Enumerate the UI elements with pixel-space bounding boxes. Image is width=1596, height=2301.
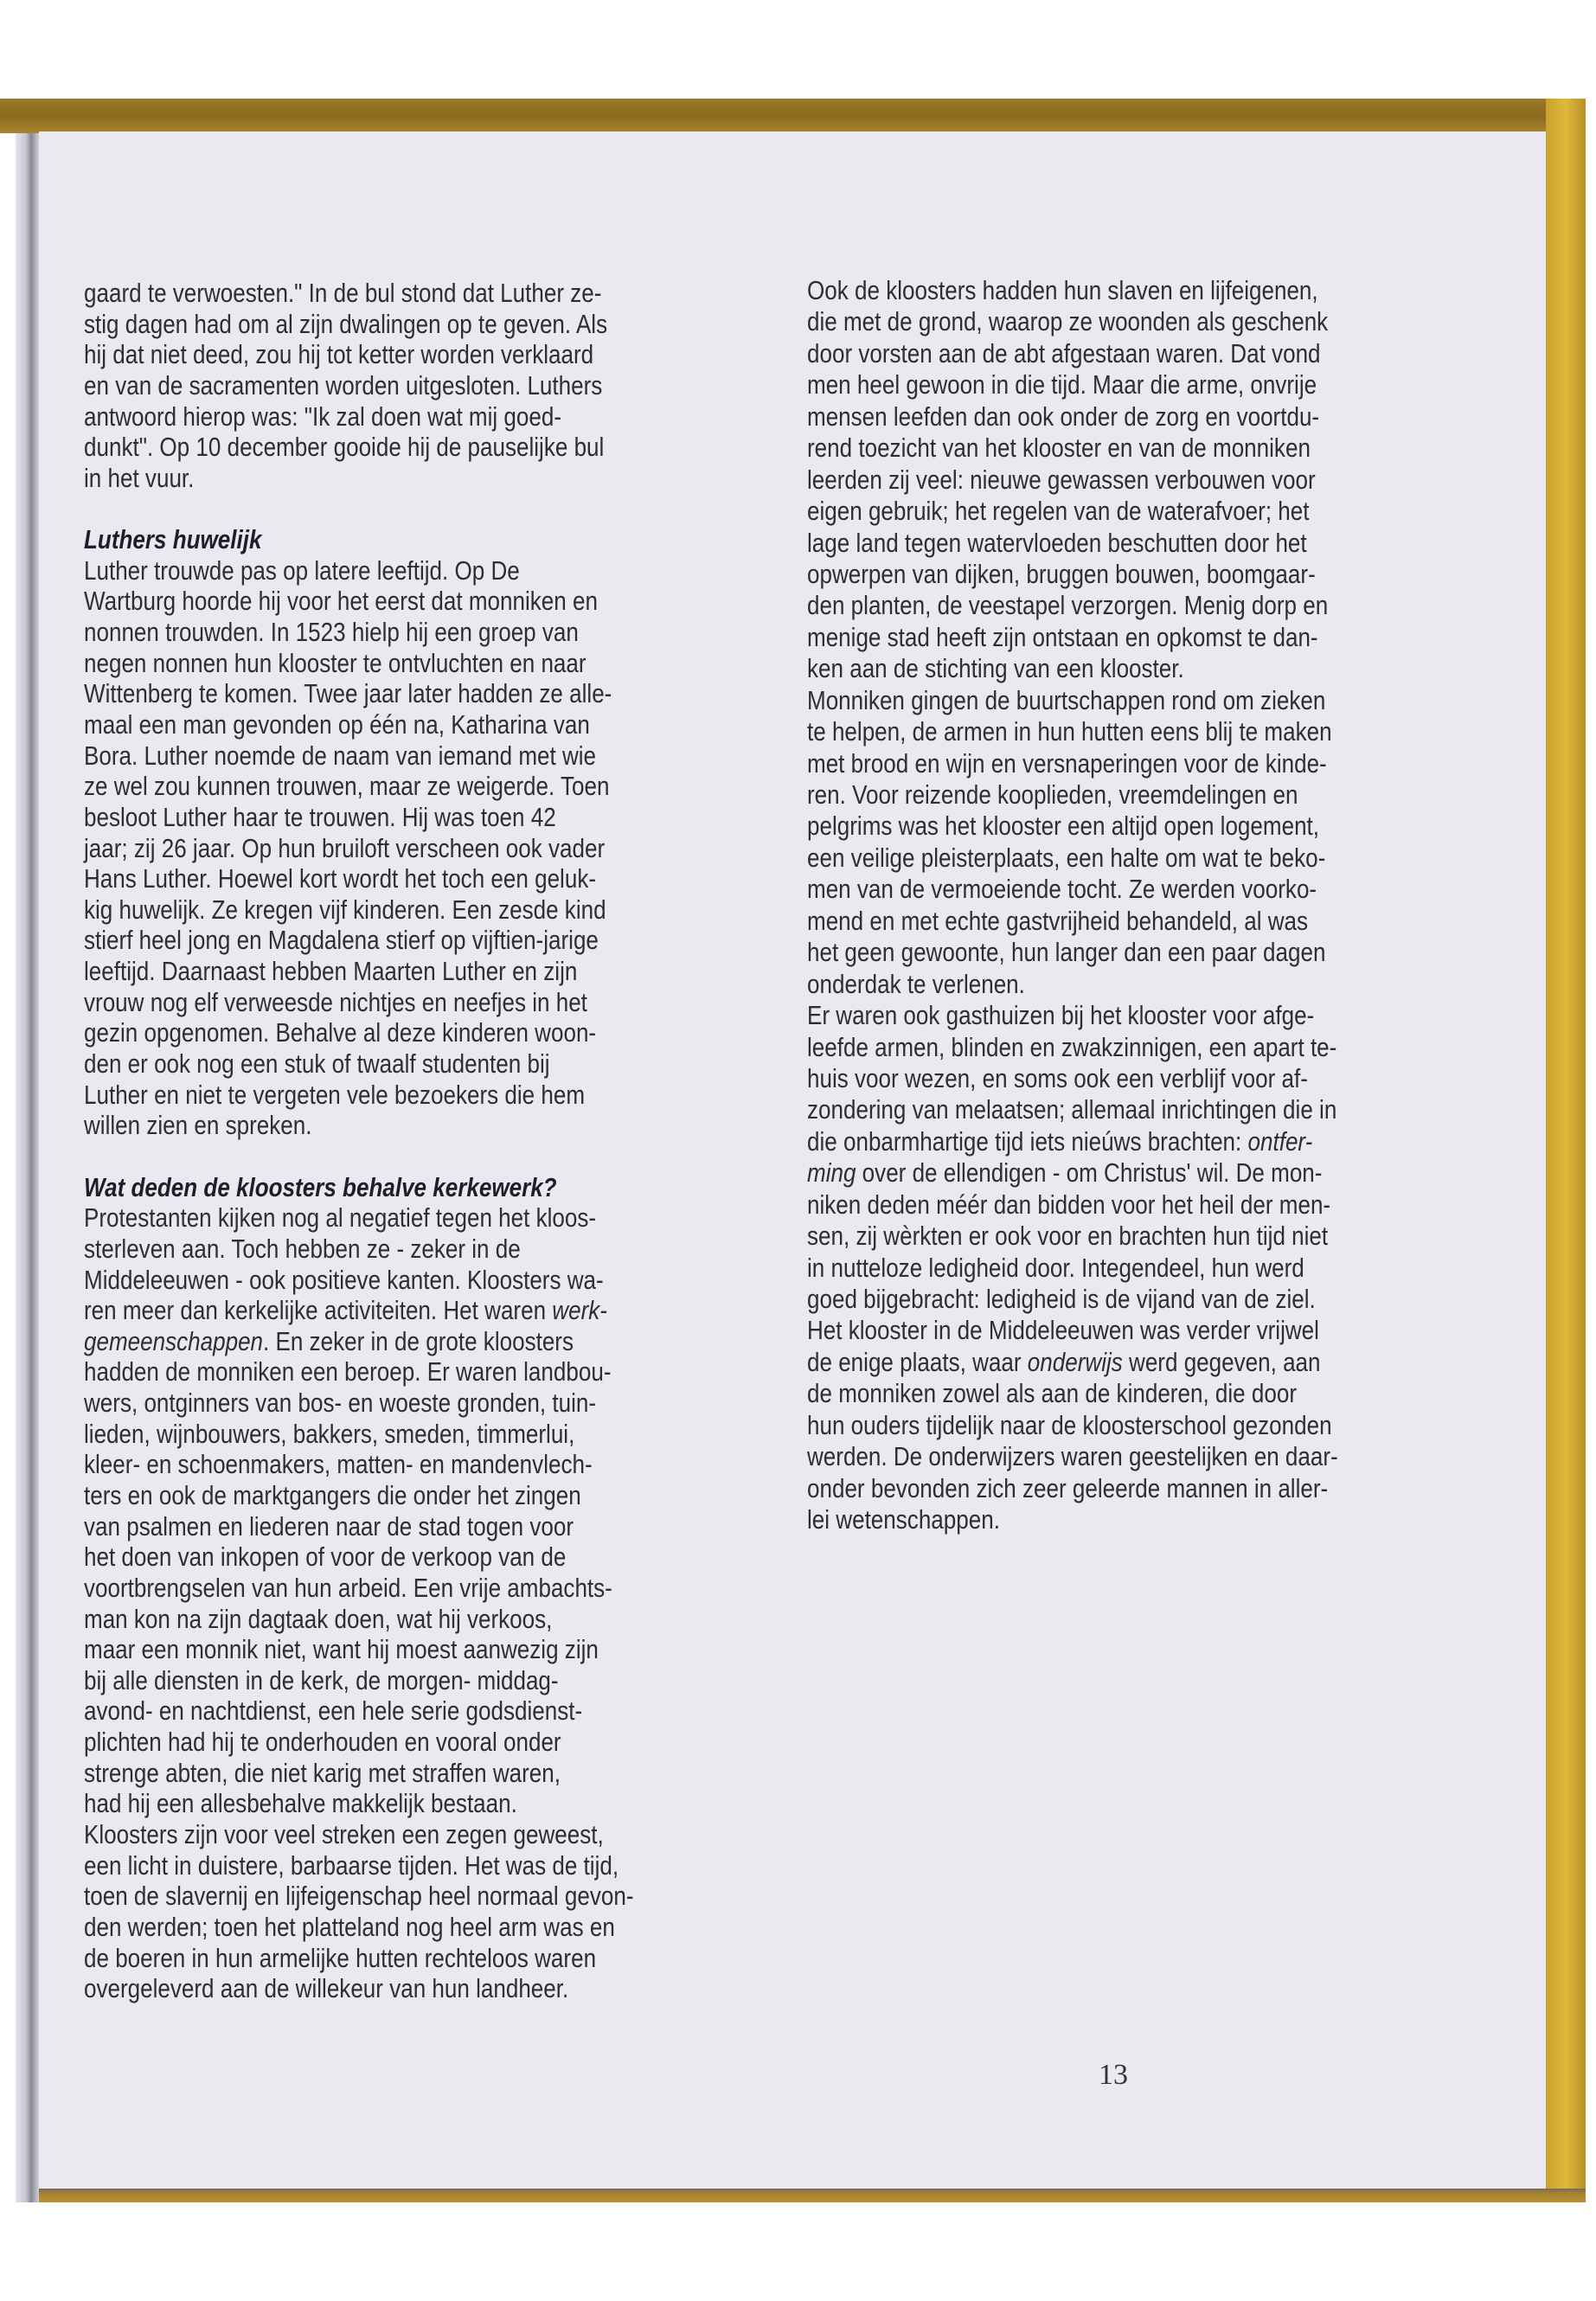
book-cover-edge-right [1546, 99, 1586, 2202]
text-line: lage land tegen watervloeden beschutten door het [807, 527, 1307, 558]
text-line: had hij een allesbehalve makkelijk bestaan. [84, 1788, 517, 1819]
text-line: de monniken zowel als aan de kinderen, die door [807, 1378, 1298, 1409]
text-line: gezin opgenomen. Behalve al deze kinderen woon- [84, 1017, 597, 1048]
left-text-column [84, 278, 741, 2004]
text-line: in het vuur. [84, 462, 195, 493]
text-line: men heel gewoon in die tijd. Maar die arme, onvrije [807, 369, 1317, 401]
text-line: bij alle diensten in de kerk, de morgen- middag- [84, 1664, 559, 1695]
text-line: hadden de monniken een beroep. Er waren landbou- [84, 1356, 612, 1388]
text-line: te helpen, de armen in hun hutten eens blij te maken [807, 716, 1332, 747]
text-line: goed bijgebracht: ledigheid is de vijand van de ziel. [807, 1284, 1316, 1314]
book-cover-edge-bottom [39, 2189, 1586, 2202]
text-line: pelgrims was het klooster een altijd open logement, [807, 811, 1320, 842]
text-line: het geen gewoonte, hun langer dan een paar dagen [807, 937, 1326, 968]
text-line: sen, zij wèrkten er ook voor en brachten hun tijd niet [807, 1221, 1329, 1252]
italic-text: onderwijs [1027, 1346, 1123, 1377]
text-line: onder bevonden zich zeer geleerde mannen in aller- [807, 1472, 1329, 1503]
text-line: niken deden méér dan bidden voor het heil der men- [807, 1189, 1331, 1220]
text-line: Wartburg hoorde hij voor het eerst dat monniken en [84, 586, 598, 617]
text-line: ken aan de stichting van een klooster. [807, 653, 1184, 684]
book-spine-edge [16, 99, 42, 2202]
text-line: Het klooster in de Middeleeuwen was verder vrijwel [807, 1315, 1319, 1346]
text-line: den er ook nog een stuk of twaalf studenten bij [84, 1048, 550, 1080]
text-line: Luther en niet te vergeten vele bezoekers die hem [84, 1079, 586, 1110]
text-line: voortbrengselen van hun arbeid. Een vrije ambachts- [84, 1572, 612, 1603]
text-line: nonnen trouwden. In 1523 hielp hij een groep van [84, 617, 579, 648]
text-line: stig dagen had om al zijn dwalingen op te geven. Als [84, 308, 608, 339]
text-line: Monniken gingen de buurtschappen rond om zieken [807, 684, 1326, 715]
text-line: overgeleverd aan de willekeur van hun landheer. [84, 1973, 569, 2004]
text-line: met brood en wijn en versnaperingen voor de kinde- [807, 747, 1327, 779]
italic-text: ontfer- [1247, 1125, 1313, 1157]
text-line: den werden; toen het platteland nog heel arm was en [84, 1911, 615, 1942]
text-line: plichten had hij te onderhouden en vooral onder [84, 1727, 561, 1758]
text-line: het doen van inkopen of voor de verkoop van de [84, 1541, 567, 1573]
text-line: ters en ook de marktgangers die onder het zingen [84, 1479, 581, 1510]
text-segment: de enige plaats, waar [807, 1346, 1028, 1377]
paragraph [807, 1000, 1465, 1535]
text-line: Bora. Luther noemde de naam van iemand met wie [84, 740, 597, 771]
text-line: vrouw nog elf verweesde nichtjes en neefjes in het [84, 986, 587, 1017]
text-line: Luther trouwde pas op latere leeftijd. Op De [84, 554, 520, 586]
text-line: willen zien en spreken. [84, 1110, 312, 1141]
text-line: stierf heel jong en Magdalena stierf op vijftien-jarige [84, 925, 599, 956]
text-line: lei wetenschappen. [807, 1504, 1000, 1535]
text-segment: ren meer dan kerkelijke activiteiten. Het waren [84, 1295, 553, 1326]
text-line [807, 1157, 1465, 1189]
text-line: huis voor wezen, en soms ook een verblijf voor af- [807, 1062, 1308, 1093]
text-line: de boeren in hun armelijke hutten rechteloos waren [84, 1942, 597, 1973]
text-line: antwoord hierop was: "Ik zal doen wat mij goed- [84, 401, 562, 432]
paragraph [807, 685, 1465, 1000]
text-line: men van de vermoeiende tocht. Ze werden voorko- [807, 874, 1317, 905]
text-line [807, 1126, 1465, 1157]
text-line: hun ouders tijdelijk naar de kloosterschool gezonden [807, 1409, 1332, 1440]
text-line: een veilige pleisterplaats, een halte om wat te beko- [807, 842, 1326, 873]
text-line: ren. Voor reizende kooplieden, vreemdelingen en [807, 779, 1298, 810]
text-segment: die onbarmhartige tijd iets nieúws brachten: [807, 1125, 1248, 1157]
text-line: strenge abten, die niet karig met straffen waren, [84, 1757, 561, 1788]
text-line: van psalmen en liederen naar de stad togen voor [84, 1510, 574, 1541]
text-line: eigen gebruik; het regelen van de waterafvoer; het [807, 496, 1310, 527]
text-line: een licht in duistere, barbaarse tijden. Het was de tijd, [84, 1849, 619, 1881]
text-line: wers, ontginners van bos- en woeste gronden, tuin- [84, 1388, 597, 1419]
section-heading [84, 524, 741, 555]
italic-text: werk- [552, 1295, 607, 1326]
text-line: onderdak te verlenen. [807, 968, 1025, 999]
italic-text: ming [807, 1157, 856, 1189]
text-line: man kon na zijn dagtaak doen, wat hij verkoos, [84, 1603, 553, 1634]
text-line: en van de sacramenten worden uitgesloten. Luthers [84, 369, 603, 401]
text-line: dunkt". Op 10 december gooide hij de pauselijke bul [84, 432, 605, 463]
text-line: opwerpen van dijken, bruggen bouwen, boomgaar- [807, 558, 1316, 589]
text-line: zondering van melaatsen; allemaal inrichtingen die in [807, 1094, 1337, 1125]
text-line: besloot Luther haar te trouwen. Hij was toen 42 [84, 801, 556, 832]
text-line [84, 1326, 741, 1357]
paragraph [84, 1202, 741, 2004]
section-heading-text: Wat deden de kloosters behalve kerkewerk? [84, 1171, 557, 1202]
text-line: menige stad heeft zijn ontstaan en opkomst te dan- [807, 621, 1318, 652]
text-segment: . En zeker in de grote kloosters [263, 1325, 574, 1356]
text-line: Middeleeuwen - ook positieve kanten. Kloosters wa- [84, 1264, 604, 1295]
paragraph [807, 275, 1465, 685]
text-segment: over de ellendigen - om Christus' wil. De mon- [856, 1157, 1323, 1189]
text-line [84, 1295, 741, 1326]
page-number: 13 [1099, 2059, 1128, 2091]
text-line: mend en met echte gastvrijheid behandeld, al was [807, 905, 1309, 936]
paragraph [84, 278, 741, 493]
right-text-column [807, 275, 1465, 1536]
text-line: lieden, wijnbouwers, bakkers, smeden, timmerlui, [84, 1418, 575, 1449]
text-line: ze wel zou kunnen trouwen, maar ze weigerde. Toen [84, 771, 610, 802]
text-line: Protestanten kijken nog al negatief tegen het kloos- [84, 1202, 597, 1234]
text-segment: werd gegeven, aan [1122, 1346, 1321, 1377]
blank-line [84, 1141, 741, 1172]
text-line: hij dat niet deed, zou hij tot ketter worden verklaard [84, 339, 594, 370]
book-cover-edge-top [0, 99, 1586, 133]
text-line: den planten, de veestapel verzorgen. Menig dorp en [807, 590, 1329, 621]
text-line: Er waren ook gasthuizen bij het klooster voor afge- [807, 1000, 1315, 1031]
text-line: leeftijd. Daarnaast hebben Maarten Luther en zijn [84, 956, 578, 987]
italic-text: gemeenschappen [84, 1325, 264, 1356]
text-line: in nutteloze ledigheid door. Integendeel, hun werd [807, 1252, 1304, 1283]
text-line: maal een man gevonden op één na, Katharina van [84, 708, 590, 740]
text-line: Kloosters zijn voor veel streken een zegen geweest, [84, 1819, 604, 1850]
text-line: werden. De onderwijzers waren geestelijken en daar- [807, 1441, 1338, 1472]
text-line: die met de grond, waarop ze woonden als geschenk [807, 306, 1329, 337]
text-line: toen de slavernij en lijfeigenschap heel normaal gevon- [84, 1881, 634, 1912]
paragraph [84, 555, 741, 1141]
text-line: sterleven aan. Toch hebben ze - zeker in de [84, 1233, 521, 1264]
text-line: negen nonnen hun klooster te ontvluchten en naar [84, 647, 586, 678]
section-heading [84, 1172, 741, 1203]
text-line: door vorsten aan de abt afgestaan waren. Dat vond [807, 337, 1321, 369]
blank-line [84, 493, 741, 524]
text-line: Wittenberg te komen. Twee jaar later hadden ze alle- [84, 678, 612, 709]
section-heading-text: Luthers huwelijk [84, 524, 262, 555]
text-line: kleer- en schoenmakers, matten- en mandenvlech- [84, 1449, 593, 1480]
text-line: mensen leefden dan ook onder de zorg en voortdu- [807, 401, 1320, 432]
text-line: leefde armen, blinden en zwakzinnigen, een apart te- [807, 1031, 1337, 1062]
text-line: Hans Luther. Hoewel kort wordt het toch een geluk- [84, 863, 597, 894]
text-line: gaard te verwoesten." In de bul stond dat Luther ze- [84, 278, 602, 308]
text-line: avond- en nachtdienst, een hele serie godsdienst- [84, 1695, 583, 1727]
text-line [807, 1347, 1465, 1378]
text-line: kig huwelijk. Ze kregen vijf kinderen. Een zesde kind [84, 894, 606, 925]
text-line: jaar; zij 26 jaar. Op hun bruiloft verscheen ook vader [84, 832, 606, 863]
text-line: leerden zij veel: nieuwe gewassen verbouwen voor [807, 464, 1316, 495]
text-line: rend toezicht van het klooster en van de monniken [807, 433, 1311, 464]
text-line: Ook de kloosters hadden hun slaven en lijfeigenen, [807, 275, 1318, 305]
text-line: maar een monnik niet, want hij moest aanwezig zijn [84, 1634, 599, 1665]
